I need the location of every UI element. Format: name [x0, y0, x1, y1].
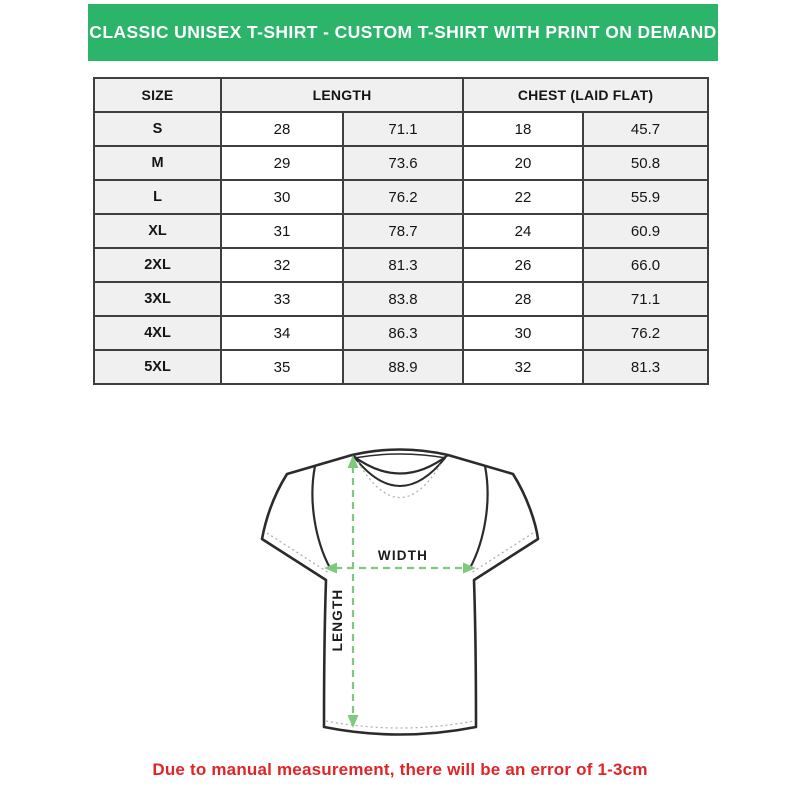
width-label: WIDTH	[377, 548, 429, 563]
size-row-l	[94, 180, 708, 214]
chest-cm-cell: 76.2	[583, 316, 708, 350]
length-in-cell: 35	[221, 350, 343, 384]
size-row-5xl	[94, 350, 708, 384]
size-cell: XL	[94, 214, 221, 248]
length-in-cell: 32	[221, 248, 343, 282]
tshirt-outline	[262, 450, 538, 735]
table-header-row	[94, 78, 708, 112]
length-in-cell: 34	[221, 316, 343, 350]
measurement-note: Due to manual measurement, there will be an error of 1-3cm	[152, 760, 648, 779]
length-in-cell: 31	[221, 214, 343, 248]
chest-in-cell: 22	[463, 180, 583, 214]
page-title: CLASSIC UNISEX T-SHIRT - CUSTOM T-SHIRT WITH PRINT ON DEMAND	[89, 22, 717, 42]
length-cm-cell: 76.2	[343, 180, 463, 214]
chest-in-cell: 30	[463, 316, 583, 350]
chest-in-cell: 28	[463, 282, 583, 316]
chest-cm-cell: 71.1	[583, 282, 708, 316]
size-chart-table	[93, 77, 709, 385]
size-row-4xl	[94, 316, 708, 350]
chest-in-cell: 32	[463, 350, 583, 384]
size-cell: L	[94, 180, 221, 214]
size-row-m	[94, 146, 708, 180]
size-row-3xl	[94, 282, 708, 316]
chest-in-cell: 20	[463, 146, 583, 180]
header-chest: CHEST (LAID FLAT)	[463, 78, 708, 112]
length-in-cell: 30	[221, 180, 343, 214]
size-cell: 4XL	[94, 316, 221, 350]
length-label: LENGTH	[330, 588, 345, 652]
size-cell: S	[94, 112, 221, 146]
length-in-cell: 29	[221, 146, 343, 180]
tshirt-diagram	[240, 430, 560, 750]
size-cell: 5XL	[94, 350, 221, 384]
chest-cm-cell: 81.3	[583, 350, 708, 384]
length-cm-cell: 88.9	[343, 350, 463, 384]
chest-in-cell: 24	[463, 214, 583, 248]
chest-cm-cell: 45.7	[583, 112, 708, 146]
size-cell: 2XL	[94, 248, 221, 282]
size-cell: M	[94, 146, 221, 180]
length-cm-cell: 83.8	[343, 282, 463, 316]
size-cell: 3XL	[94, 282, 221, 316]
length-cm-cell: 71.1	[343, 112, 463, 146]
length-cm-cell: 81.3	[343, 248, 463, 282]
chest-cm-cell: 66.0	[583, 248, 708, 282]
header-size: SIZE	[94, 78, 221, 112]
length-cm-cell: 86.3	[343, 316, 463, 350]
size-row-xl	[94, 214, 708, 248]
length-in-cell: 28	[221, 112, 343, 146]
length-cm-cell: 78.7	[343, 214, 463, 248]
chest-in-cell: 18	[463, 112, 583, 146]
length-cm-cell: 73.6	[343, 146, 463, 180]
chest-cm-cell: 60.9	[583, 214, 708, 248]
chest-in-cell: 26	[463, 248, 583, 282]
size-row-2xl	[94, 248, 708, 282]
size-row-s	[94, 112, 708, 146]
header-length: LENGTH	[221, 78, 463, 112]
length-in-cell: 33	[221, 282, 343, 316]
chest-cm-cell: 50.8	[583, 146, 708, 180]
chest-cm-cell: 55.9	[583, 180, 708, 214]
title-banner	[88, 4, 718, 61]
